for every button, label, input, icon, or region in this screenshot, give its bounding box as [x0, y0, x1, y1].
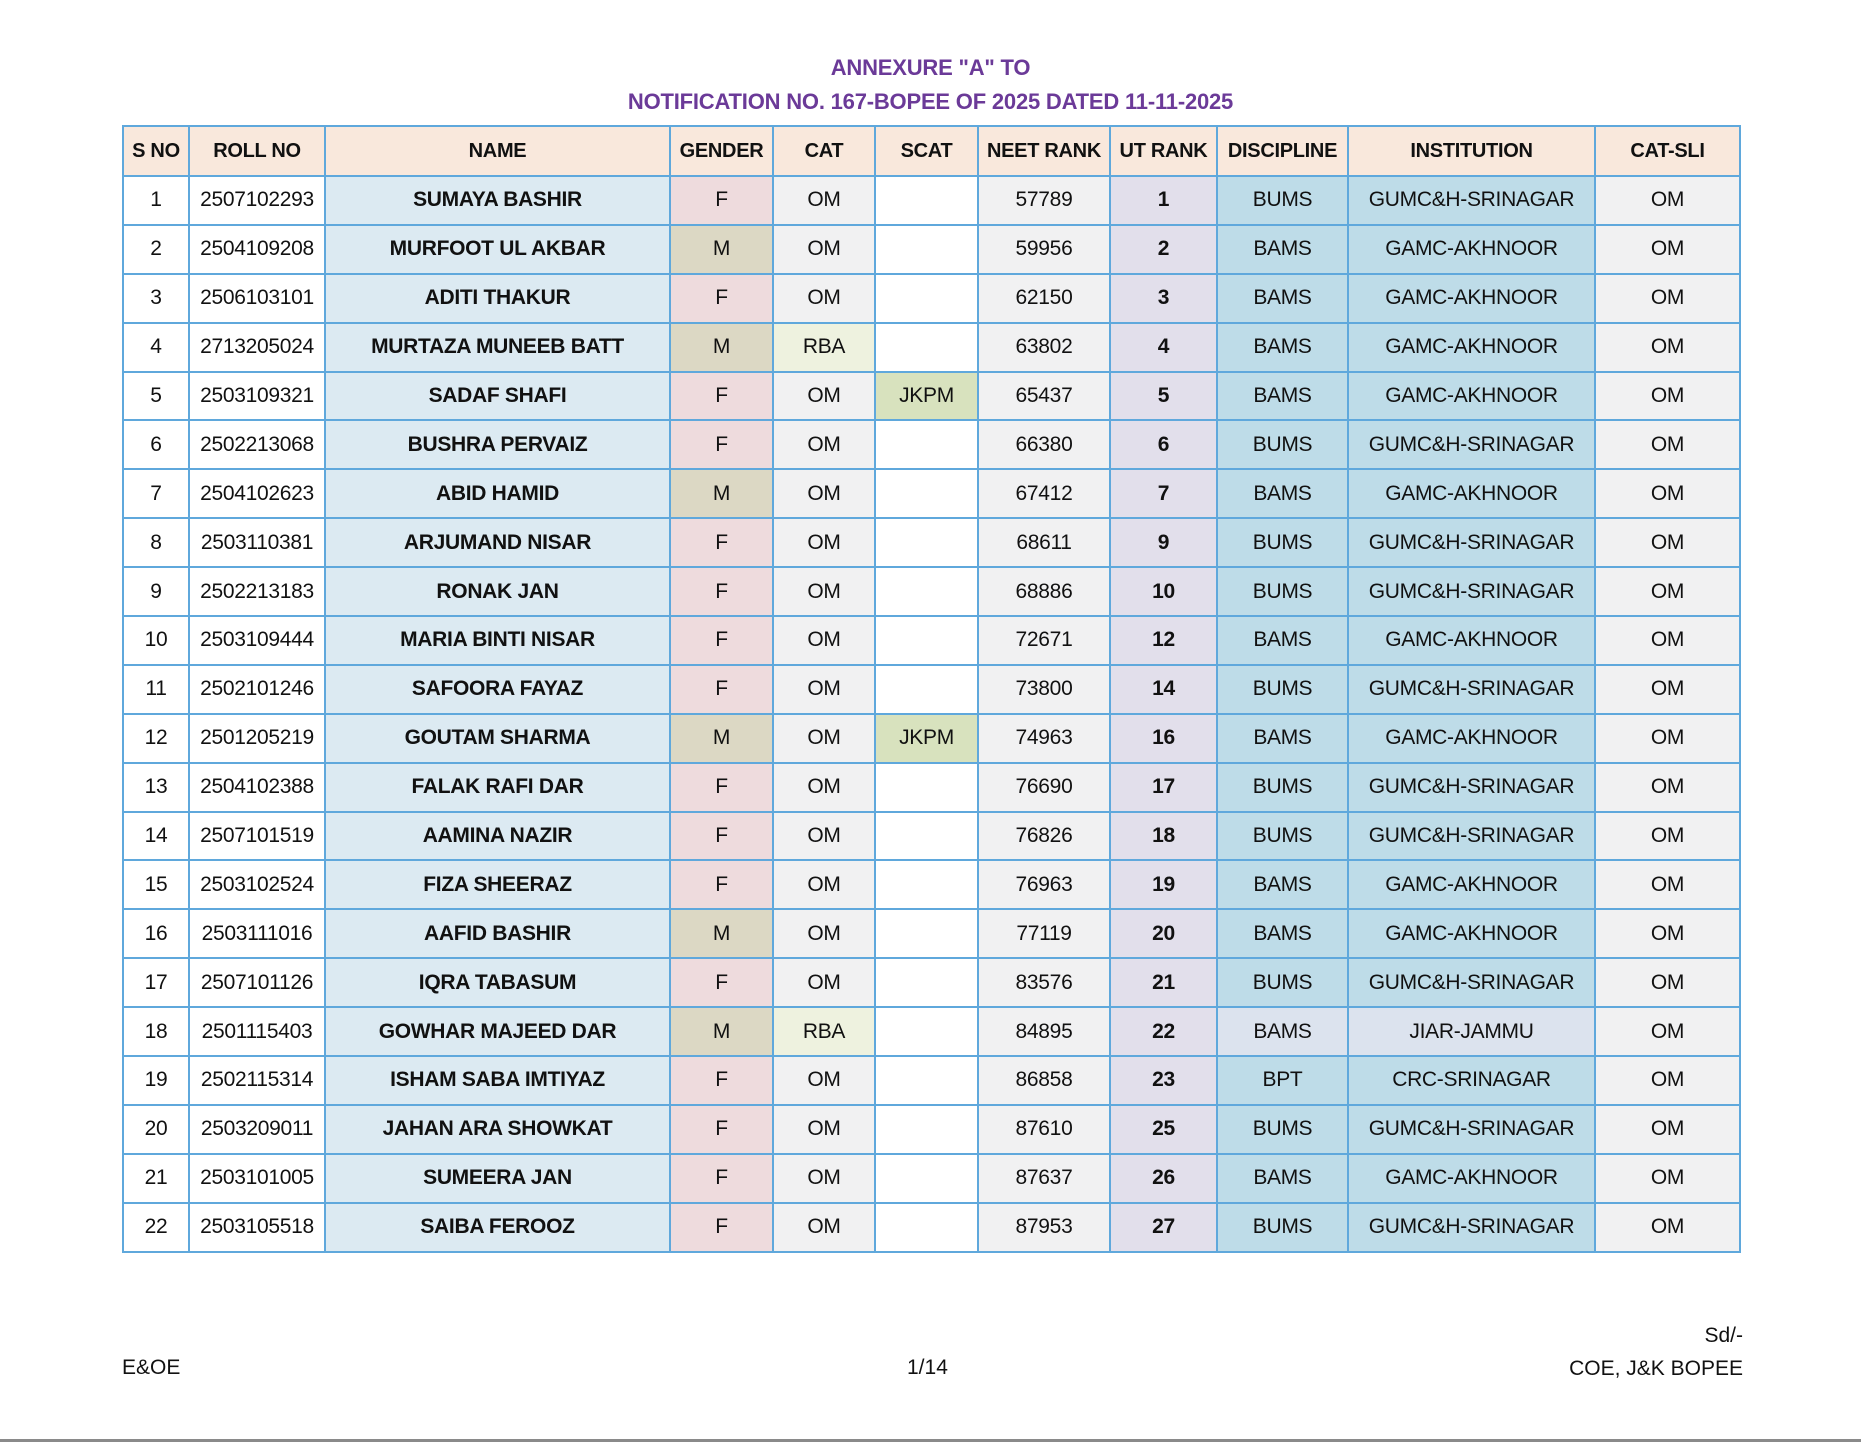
cell-ut-rank: 19 — [1110, 860, 1217, 909]
cell-name: RONAK JAN — [325, 567, 670, 616]
cell-sno: 2 — [123, 225, 189, 274]
cell-neet-rank: 67412 — [978, 469, 1110, 518]
cell-gender: F — [670, 1154, 773, 1203]
cell-name: SAFOORA FAYAZ — [325, 665, 670, 714]
cell-ut-rank: 5 — [1110, 372, 1217, 421]
cell-roll-no: 2503110381 — [189, 518, 325, 567]
table-row — [123, 665, 1740, 714]
cell-discipline: BUMS — [1217, 1105, 1348, 1154]
cell-scat — [875, 518, 978, 567]
cell-gender: F — [670, 567, 773, 616]
cell-sno: 16 — [123, 909, 189, 958]
cell-cat-sli: OM — [1595, 812, 1740, 861]
cell-cat-sli: OM — [1595, 665, 1740, 714]
cell-neet-rank: 76690 — [978, 763, 1110, 812]
cell-roll-no: 2507102293 — [189, 176, 325, 225]
cell-roll-no: 2502101246 — [189, 665, 325, 714]
table-row — [123, 714, 1740, 763]
table-row — [123, 469, 1740, 518]
cell-neet-rank: 65437 — [978, 372, 1110, 421]
table-row — [123, 909, 1740, 958]
cell-cat: OM — [773, 469, 875, 518]
cell-institution: GUMC&H-SRINAGAR — [1348, 1105, 1595, 1154]
cell-roll-no: 2503111016 — [189, 909, 325, 958]
cell-cat-sli: OM — [1595, 469, 1740, 518]
table-row — [123, 274, 1740, 323]
cell-cat-sli: OM — [1595, 274, 1740, 323]
cell-ut-rank: 3 — [1110, 274, 1217, 323]
cell-cat-sli: OM — [1595, 860, 1740, 909]
col-header-cat-sli: CAT-SLI — [1595, 126, 1740, 176]
cell-institution: GAMC-AKHNOOR — [1348, 909, 1595, 958]
cell-name: GOUTAM SHARMA — [325, 714, 670, 763]
signatory-name: COE, J&K BOPEE — [1569, 1357, 1743, 1380]
cell-neet-rank: 87953 — [978, 1203, 1110, 1252]
cell-cat-sli: OM — [1595, 567, 1740, 616]
table-row — [123, 372, 1740, 421]
cell-roll-no: 2503109444 — [189, 616, 325, 665]
cell-scat — [875, 909, 978, 958]
cell-institution: GUMC&H-SRINAGAR — [1348, 176, 1595, 225]
cell-roll-no: 2503102524 — [189, 860, 325, 909]
cell-gender: F — [670, 958, 773, 1007]
cell-sno: 4 — [123, 323, 189, 372]
cell-scat — [875, 469, 978, 518]
cell-ut-rank: 26 — [1110, 1154, 1217, 1203]
cell-ut-rank: 20 — [1110, 909, 1217, 958]
cell-cat: OM — [773, 616, 875, 665]
cell-cat: OM — [773, 763, 875, 812]
cell-discipline: BAMS — [1217, 469, 1348, 518]
cell-cat-sli: OM — [1595, 616, 1740, 665]
cell-roll-no: 2504102388 — [189, 763, 325, 812]
cell-ut-rank: 21 — [1110, 958, 1217, 1007]
col-header-institution: INSTITUTION — [1348, 126, 1595, 176]
cell-neet-rank: 77119 — [978, 909, 1110, 958]
cell-scat — [875, 1007, 978, 1056]
cell-neet-rank: 66380 — [978, 420, 1110, 469]
cell-scat — [875, 1203, 978, 1252]
cell-cat: OM — [773, 1056, 875, 1105]
cell-institution: JIAR-JAMMU — [1348, 1007, 1595, 1056]
cell-name: AAMINA NAZIR — [325, 812, 670, 861]
cell-name: MURTAZA MUNEEB BATT — [325, 323, 670, 372]
eoe-note: E&OE — [122, 1356, 181, 1379]
cell-name: MURFOOT UL AKBAR — [325, 225, 670, 274]
cell-sno: 12 — [123, 714, 189, 763]
cell-discipline: BAMS — [1217, 860, 1348, 909]
cell-cat-sli: OM — [1595, 1007, 1740, 1056]
cell-gender: M — [670, 714, 773, 763]
cell-sno: 20 — [123, 1105, 189, 1154]
cell-cat: OM — [773, 714, 875, 763]
cell-discipline: BAMS — [1217, 1154, 1348, 1203]
signature-mark: Sd/- — [1704, 1324, 1743, 1347]
cell-neet-rank: 83576 — [978, 958, 1110, 1007]
cell-cat-sli: OM — [1595, 958, 1740, 1007]
cell-gender: F — [670, 860, 773, 909]
cell-discipline: BAMS — [1217, 909, 1348, 958]
cell-sno: 17 — [123, 958, 189, 1007]
cell-ut-rank: 7 — [1110, 469, 1217, 518]
cell-sno: 15 — [123, 860, 189, 909]
cell-institution: GUMC&H-SRINAGAR — [1348, 665, 1595, 714]
cell-gender: F — [670, 1105, 773, 1154]
cell-discipline: BUMS — [1217, 420, 1348, 469]
cell-sno: 14 — [123, 812, 189, 861]
cell-gender: F — [670, 420, 773, 469]
cell-discipline: BAMS — [1217, 225, 1348, 274]
cell-ut-rank: 16 — [1110, 714, 1217, 763]
cell-ut-rank: 12 — [1110, 616, 1217, 665]
cell-scat — [875, 958, 978, 1007]
cell-cat: RBA — [773, 1007, 875, 1056]
cell-neet-rank: 87610 — [978, 1105, 1110, 1154]
cell-cat: OM — [773, 420, 875, 469]
cell-discipline: BAMS — [1217, 1007, 1348, 1056]
cell-roll-no: 2503101005 — [189, 1154, 325, 1203]
merit-list-table — [122, 125, 1741, 1253]
col-header-cat: CAT — [773, 126, 875, 176]
cell-institution: GAMC-AKHNOOR — [1348, 225, 1595, 274]
cell-discipline: BUMS — [1217, 958, 1348, 1007]
cell-roll-no: 2503209011 — [189, 1105, 325, 1154]
cell-name: FALAK RAFI DAR — [325, 763, 670, 812]
cell-cat: OM — [773, 958, 875, 1007]
cell-ut-rank: 27 — [1110, 1203, 1217, 1252]
cell-gender: M — [670, 323, 773, 372]
cell-sno: 7 — [123, 469, 189, 518]
cell-ut-rank: 23 — [1110, 1056, 1217, 1105]
table-row — [123, 860, 1740, 909]
cell-institution: GAMC-AKHNOOR — [1348, 860, 1595, 909]
cell-ut-rank: 1 — [1110, 176, 1217, 225]
cell-cat: OM — [773, 225, 875, 274]
cell-neet-rank: 57789 — [978, 176, 1110, 225]
cell-cat: OM — [773, 812, 875, 861]
cell-cat-sli: OM — [1595, 420, 1740, 469]
cell-name: ISHAM SABA IMTIYAZ — [325, 1056, 670, 1105]
cell-sno: 18 — [123, 1007, 189, 1056]
cell-cat: OM — [773, 665, 875, 714]
cell-cat-sli: OM — [1595, 323, 1740, 372]
cell-cat-sli: OM — [1595, 372, 1740, 421]
cell-name: JAHAN ARA SHOWKAT — [325, 1105, 670, 1154]
cell-discipline: BAMS — [1217, 372, 1348, 421]
cell-cat-sli: OM — [1595, 1056, 1740, 1105]
cell-discipline: BUMS — [1217, 665, 1348, 714]
cell-cat-sli: OM — [1595, 1154, 1740, 1203]
cell-name: IQRA TABASUM — [325, 958, 670, 1007]
cell-sno: 13 — [123, 763, 189, 812]
cell-name: SAIBA FEROOZ — [325, 1203, 670, 1252]
cell-scat: JKPM — [875, 372, 978, 421]
table-row — [123, 616, 1740, 665]
cell-gender: F — [670, 518, 773, 567]
cell-name: ARJUMAND NISAR — [325, 518, 670, 567]
cell-roll-no: 2507101126 — [189, 958, 325, 1007]
cell-institution: GAMC-AKHNOOR — [1348, 372, 1595, 421]
cell-neet-rank: 68611 — [978, 518, 1110, 567]
cell-neet-rank: 87637 — [978, 1154, 1110, 1203]
cell-roll-no: 2507101519 — [189, 812, 325, 861]
cell-scat — [875, 763, 978, 812]
cell-cat: OM — [773, 1154, 875, 1203]
cell-scat — [875, 1105, 978, 1154]
cell-cat-sli: OM — [1595, 714, 1740, 763]
table-row — [123, 420, 1740, 469]
cell-name: FIZA SHEERAZ — [325, 860, 670, 909]
cell-discipline: BUMS — [1217, 763, 1348, 812]
cell-name: ADITI THAKUR — [325, 274, 670, 323]
cell-scat — [875, 567, 978, 616]
cell-roll-no: 2502213068 — [189, 420, 325, 469]
cell-discipline: BUMS — [1217, 518, 1348, 567]
cell-scat — [875, 1154, 978, 1203]
col-header-discipline: DISCIPLINE — [1217, 126, 1348, 176]
col-header-sno: S NO — [123, 126, 189, 176]
cell-institution: GUMC&H-SRINAGAR — [1348, 958, 1595, 1007]
cell-name: MARIA BINTI NISAR — [325, 616, 670, 665]
cell-neet-rank: 84895 — [978, 1007, 1110, 1056]
cell-ut-rank: 10 — [1110, 567, 1217, 616]
cell-scat — [875, 225, 978, 274]
cell-sno: 6 — [123, 420, 189, 469]
cell-gender: F — [670, 1056, 773, 1105]
cell-cat: RBA — [773, 323, 875, 372]
cell-ut-rank: 17 — [1110, 763, 1217, 812]
table-row — [123, 763, 1740, 812]
cell-institution: GAMC-AKHNOOR — [1348, 274, 1595, 323]
col-header-neet-rank: NEET RANK — [978, 126, 1110, 176]
cell-sno: 21 — [123, 1154, 189, 1203]
cell-ut-rank: 2 — [1110, 225, 1217, 274]
cell-sno: 3 — [123, 274, 189, 323]
col-header-ut-rank: UT RANK — [1110, 126, 1217, 176]
cell-scat — [875, 1056, 978, 1105]
cell-scat — [875, 274, 978, 323]
cell-sno: 5 — [123, 372, 189, 421]
table-row — [123, 1105, 1740, 1154]
cell-institution: GAMC-AKHNOOR — [1348, 323, 1595, 372]
cell-roll-no: 2501205219 — [189, 714, 325, 763]
cell-gender: F — [670, 274, 773, 323]
cell-discipline: BAMS — [1217, 714, 1348, 763]
table-row — [123, 323, 1740, 372]
table-row — [123, 518, 1740, 567]
cell-gender: M — [670, 469, 773, 518]
cell-neet-rank: 76963 — [978, 860, 1110, 909]
cell-scat — [875, 323, 978, 372]
cell-cat-sli: OM — [1595, 176, 1740, 225]
col-header-gender: GENDER — [670, 126, 773, 176]
cell-name: GOWHAR MAJEED DAR — [325, 1007, 670, 1056]
table-body — [123, 176, 1740, 1252]
cell-sno: 11 — [123, 665, 189, 714]
cell-roll-no: 2504102623 — [189, 469, 325, 518]
table-row — [123, 812, 1740, 861]
cell-gender: M — [670, 1007, 773, 1056]
cell-institution: GUMC&H-SRINAGAR — [1348, 812, 1595, 861]
cell-sno: 1 — [123, 176, 189, 225]
cell-neet-rank: 59956 — [978, 225, 1110, 274]
cell-roll-no: 2502213183 — [189, 567, 325, 616]
cell-cat: OM — [773, 274, 875, 323]
cell-institution: GAMC-AKHNOOR — [1348, 714, 1595, 763]
cell-cat: OM — [773, 1203, 875, 1252]
table-row — [123, 1007, 1740, 1056]
cell-name: ABID HAMID — [325, 469, 670, 518]
cell-sno: 9 — [123, 567, 189, 616]
col-header-roll-no: ROLL NO — [189, 126, 325, 176]
col-header-name: NAME — [325, 126, 670, 176]
cell-cat: OM — [773, 518, 875, 567]
cell-scat — [875, 665, 978, 714]
table-row — [123, 176, 1740, 225]
cell-roll-no: 2503105518 — [189, 1203, 325, 1252]
cell-scat — [875, 812, 978, 861]
table-header-row — [123, 126, 1740, 176]
cell-ut-rank: 6 — [1110, 420, 1217, 469]
cell-institution: GUMC&H-SRINAGAR — [1348, 518, 1595, 567]
cell-sno: 22 — [123, 1203, 189, 1252]
table-row — [123, 567, 1740, 616]
cell-neet-rank: 62150 — [978, 274, 1110, 323]
cell-institution: GUMC&H-SRINAGAR — [1348, 420, 1595, 469]
cell-institution: GAMC-AKHNOOR — [1348, 469, 1595, 518]
cell-gender: M — [670, 225, 773, 274]
cell-gender: F — [670, 763, 773, 812]
table-row — [123, 1056, 1740, 1105]
cell-cat-sli: OM — [1595, 225, 1740, 274]
cell-roll-no: 2503109321 — [189, 372, 325, 421]
cell-neet-rank: 72671 — [978, 616, 1110, 665]
cell-scat: JKPM — [875, 714, 978, 763]
table-row — [123, 958, 1740, 1007]
cell-neet-rank: 76826 — [978, 812, 1110, 861]
cell-name: AAFID BASHIR — [325, 909, 670, 958]
cell-cat-sli: OM — [1595, 1105, 1740, 1154]
cell-scat — [875, 616, 978, 665]
cell-neet-rank: 74963 — [978, 714, 1110, 763]
cell-ut-rank: 22 — [1110, 1007, 1217, 1056]
cell-cat: OM — [773, 1105, 875, 1154]
col-header-scat: SCAT — [875, 126, 978, 176]
cell-gender: F — [670, 372, 773, 421]
table-row — [123, 1203, 1740, 1252]
cell-discipline: BUMS — [1217, 176, 1348, 225]
cell-roll-no: 2501115403 — [189, 1007, 325, 1056]
cell-name: SUMAYA BASHIR — [325, 176, 670, 225]
notification-title: NOTIFICATION NO. 167-BOPEE OF 2025 DATED 11-11-2025 — [627, 89, 1234, 114]
cell-roll-no: 2502115314 — [189, 1056, 325, 1105]
cell-name: BUSHRA PERVAIZ — [325, 420, 670, 469]
cell-name: SUMEERA JAN — [325, 1154, 670, 1203]
cell-cat-sli: OM — [1595, 763, 1740, 812]
cell-scat — [875, 860, 978, 909]
cell-discipline: BAMS — [1217, 616, 1348, 665]
cell-institution: GAMC-AKHNOOR — [1348, 1154, 1595, 1203]
cell-neet-rank: 68886 — [978, 567, 1110, 616]
cell-neet-rank: 86858 — [978, 1056, 1110, 1105]
table-row — [123, 225, 1740, 274]
cell-sno: 19 — [123, 1056, 189, 1105]
cell-scat — [875, 420, 978, 469]
cell-institution: GUMC&H-SRINAGAR — [1348, 763, 1595, 812]
cell-discipline: BAMS — [1217, 274, 1348, 323]
cell-roll-no: 2506103101 — [189, 274, 325, 323]
cell-institution: GAMC-AKHNOOR — [1348, 616, 1595, 665]
cell-cat: OM — [773, 567, 875, 616]
cell-cat: OM — [773, 176, 875, 225]
cell-gender: F — [670, 616, 773, 665]
cell-discipline: BUMS — [1217, 567, 1348, 616]
cell-ut-rank: 14 — [1110, 665, 1217, 714]
cell-name: SADAF SHAFI — [325, 372, 670, 421]
cell-cat-sli: OM — [1595, 1203, 1740, 1252]
annexure-title: ANNEXURE "A" TO — [830, 55, 1031, 80]
cell-scat — [875, 176, 978, 225]
cell-gender: F — [670, 665, 773, 714]
cell-ut-rank: 25 — [1110, 1105, 1217, 1154]
cell-cat: OM — [773, 860, 875, 909]
cell-ut-rank: 18 — [1110, 812, 1217, 861]
cell-gender: F — [670, 812, 773, 861]
cell-discipline: BAMS — [1217, 323, 1348, 372]
cell-discipline: BUMS — [1217, 812, 1348, 861]
cell-neet-rank: 63802 — [978, 323, 1110, 372]
cell-institution: GUMC&H-SRINAGAR — [1348, 567, 1595, 616]
page-number: 1/14 — [907, 1356, 948, 1379]
cell-cat: OM — [773, 909, 875, 958]
cell-gender: M — [670, 909, 773, 958]
cell-neet-rank: 73800 — [978, 665, 1110, 714]
cell-sno: 8 — [123, 518, 189, 567]
cell-sno: 10 — [123, 616, 189, 665]
cell-gender: F — [670, 1203, 773, 1252]
cell-gender: F — [670, 176, 773, 225]
cell-discipline: BUMS — [1217, 1203, 1348, 1252]
cell-discipline: BPT — [1217, 1056, 1348, 1105]
cell-roll-no: 2713205024 — [189, 323, 325, 372]
cell-cat-sli: OM — [1595, 909, 1740, 958]
cell-cat: OM — [773, 372, 875, 421]
cell-institution: GUMC&H-SRINAGAR — [1348, 1203, 1595, 1252]
table-row — [123, 1154, 1740, 1203]
cell-roll-no: 2504109208 — [189, 225, 325, 274]
cell-cat-sli: OM — [1595, 518, 1740, 567]
cell-ut-rank: 4 — [1110, 323, 1217, 372]
cell-ut-rank: 9 — [1110, 518, 1217, 567]
cell-institution: CRC-SRINAGAR — [1348, 1056, 1595, 1105]
